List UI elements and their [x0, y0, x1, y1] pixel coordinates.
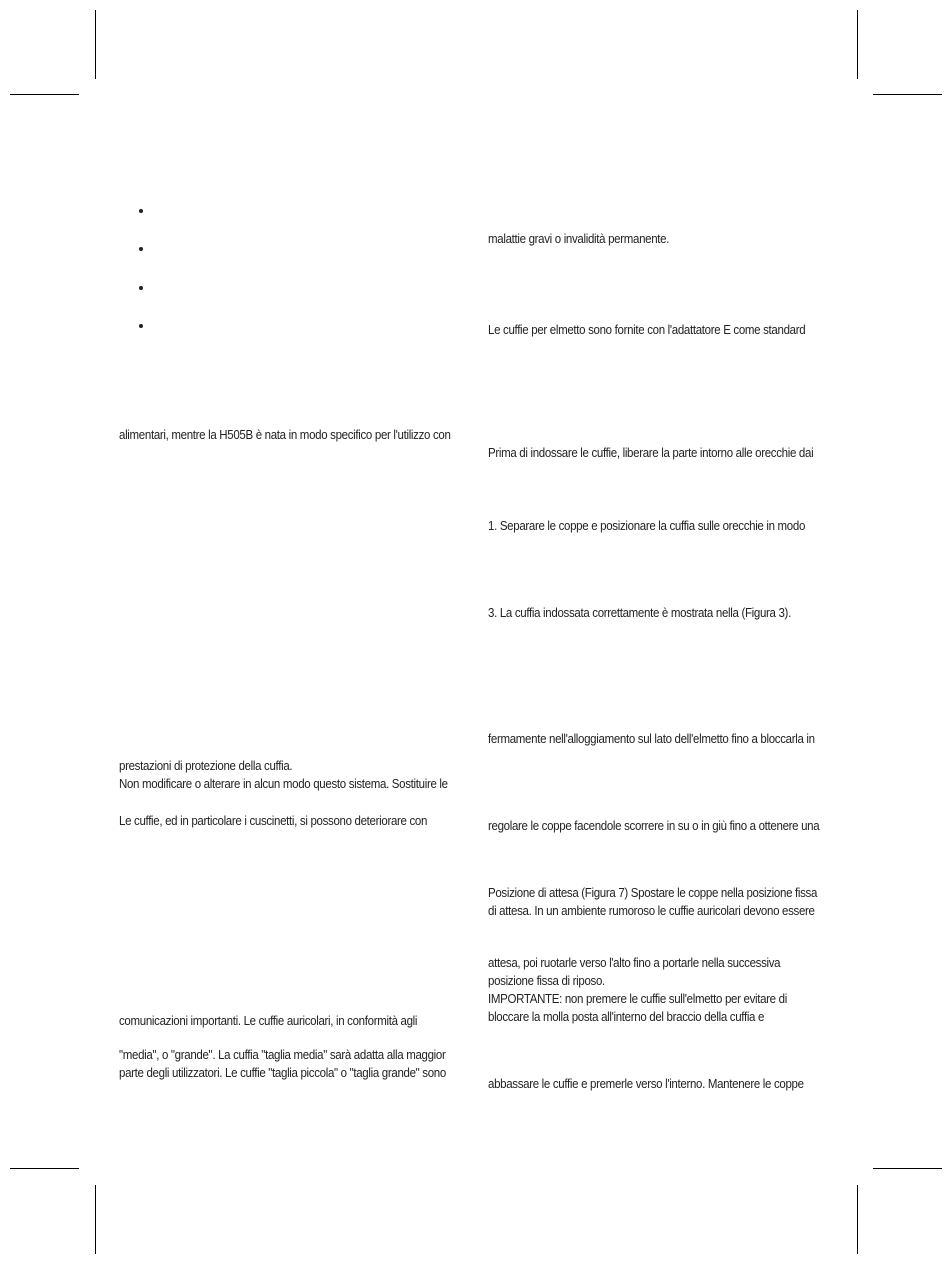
right-paragraph: [488, 517, 805, 535]
crop-mark: [873, 94, 942, 95]
bullet: [139, 286, 143, 290]
bullet: [139, 247, 143, 251]
right-paragraph: [488, 230, 669, 248]
crop-mark: [857, 1185, 858, 1254]
text-line: di attesa. In un ambiente rumoroso le cuffie auricolari devono essere: [488, 904, 815, 918]
crop-mark: [873, 1168, 942, 1169]
text-line: parte degli utilizzatori. Le cuffie "taglia piccola" o "taglia grande" sono: [119, 1066, 446, 1080]
right-paragraph: [488, 1075, 804, 1093]
crop-mark: [95, 1185, 96, 1254]
text-line: malattie gravi o invalidità permanente.: [488, 232, 670, 246]
bullet: [139, 324, 143, 328]
right-paragraph: [488, 604, 791, 622]
text-line: regolare le coppe facendole scorrere in su o in giù fino a ottenere una: [488, 819, 820, 833]
right-paragraph: [488, 444, 813, 462]
text-line: Prima di indossare le cuffie, liberare la parte intorno alle orecchie dai: [488, 446, 814, 460]
text-line: Le cuffie, ed in particolare i cuscinetti, si possono deteriorare con: [119, 814, 428, 828]
text-line: "media", o "grande". La cuffia "taglia media" sarà adatta alla maggior: [119, 1048, 446, 1062]
text-line: abbassare le cuffie e premerle verso l'interno. Mantenere le coppe: [488, 1077, 804, 1091]
right-paragraph: [488, 321, 805, 339]
crop-mark: [10, 94, 79, 95]
text-line: attesa, poi ruotarle verso l'alto fino a portarle nella successiva: [488, 956, 781, 970]
text-line: 3. La cuffia indossata correttamente è mostrata nella (Figura 3).: [488, 606, 791, 620]
text-line: Non modificare o alterare in alcun modo questo sistema. Sostituire le: [119, 777, 448, 791]
right-paragraph: [488, 730, 815, 748]
left-paragraph: [119, 1012, 417, 1030]
left-paragraph: [119, 757, 448, 793]
right-paragraph: [488, 884, 817, 920]
text-line: Posizione di attesa (Figura 7) Spostare le coppe nella posizione fissa: [488, 886, 818, 900]
text-line: Le cuffie per elmetto sono fornite con l'adattatore E come standard: [488, 323, 806, 337]
text-line: prestazioni di protezione della cuffia.: [119, 759, 293, 773]
text-line: IMPORTANTE: non premere le cuffie sull'elmetto per evitare di: [488, 992, 787, 1006]
text-line: comunicazioni importanti. Le cuffie auricolari, in conformità agli: [119, 1014, 418, 1028]
crop-mark: [857, 10, 858, 79]
left-paragraph: [119, 426, 451, 444]
crop-mark: [10, 1168, 79, 1169]
text-line: alimentari, mentre la H505B è nata in modo specifico per l'utilizzo con: [119, 428, 451, 442]
text-line: posizione fissa di riposo.: [488, 974, 605, 988]
left-paragraph: [119, 1046, 446, 1082]
text-line: 1. Separare le coppe e posizionare la cuffia sulle orecchie in modo: [488, 519, 806, 533]
crop-mark: [95, 10, 96, 79]
left-paragraph: [119, 812, 427, 830]
right-paragraph: [488, 817, 819, 835]
bullet: [139, 209, 143, 213]
text-line: bloccare la molla posta all'interno del braccio della cuffia e: [488, 1010, 765, 1024]
text-line: fermamente nell'alloggiamento sul lato dell'elmetto fino a bloccarla in: [488, 732, 815, 746]
right-paragraph: [488, 954, 787, 1026]
